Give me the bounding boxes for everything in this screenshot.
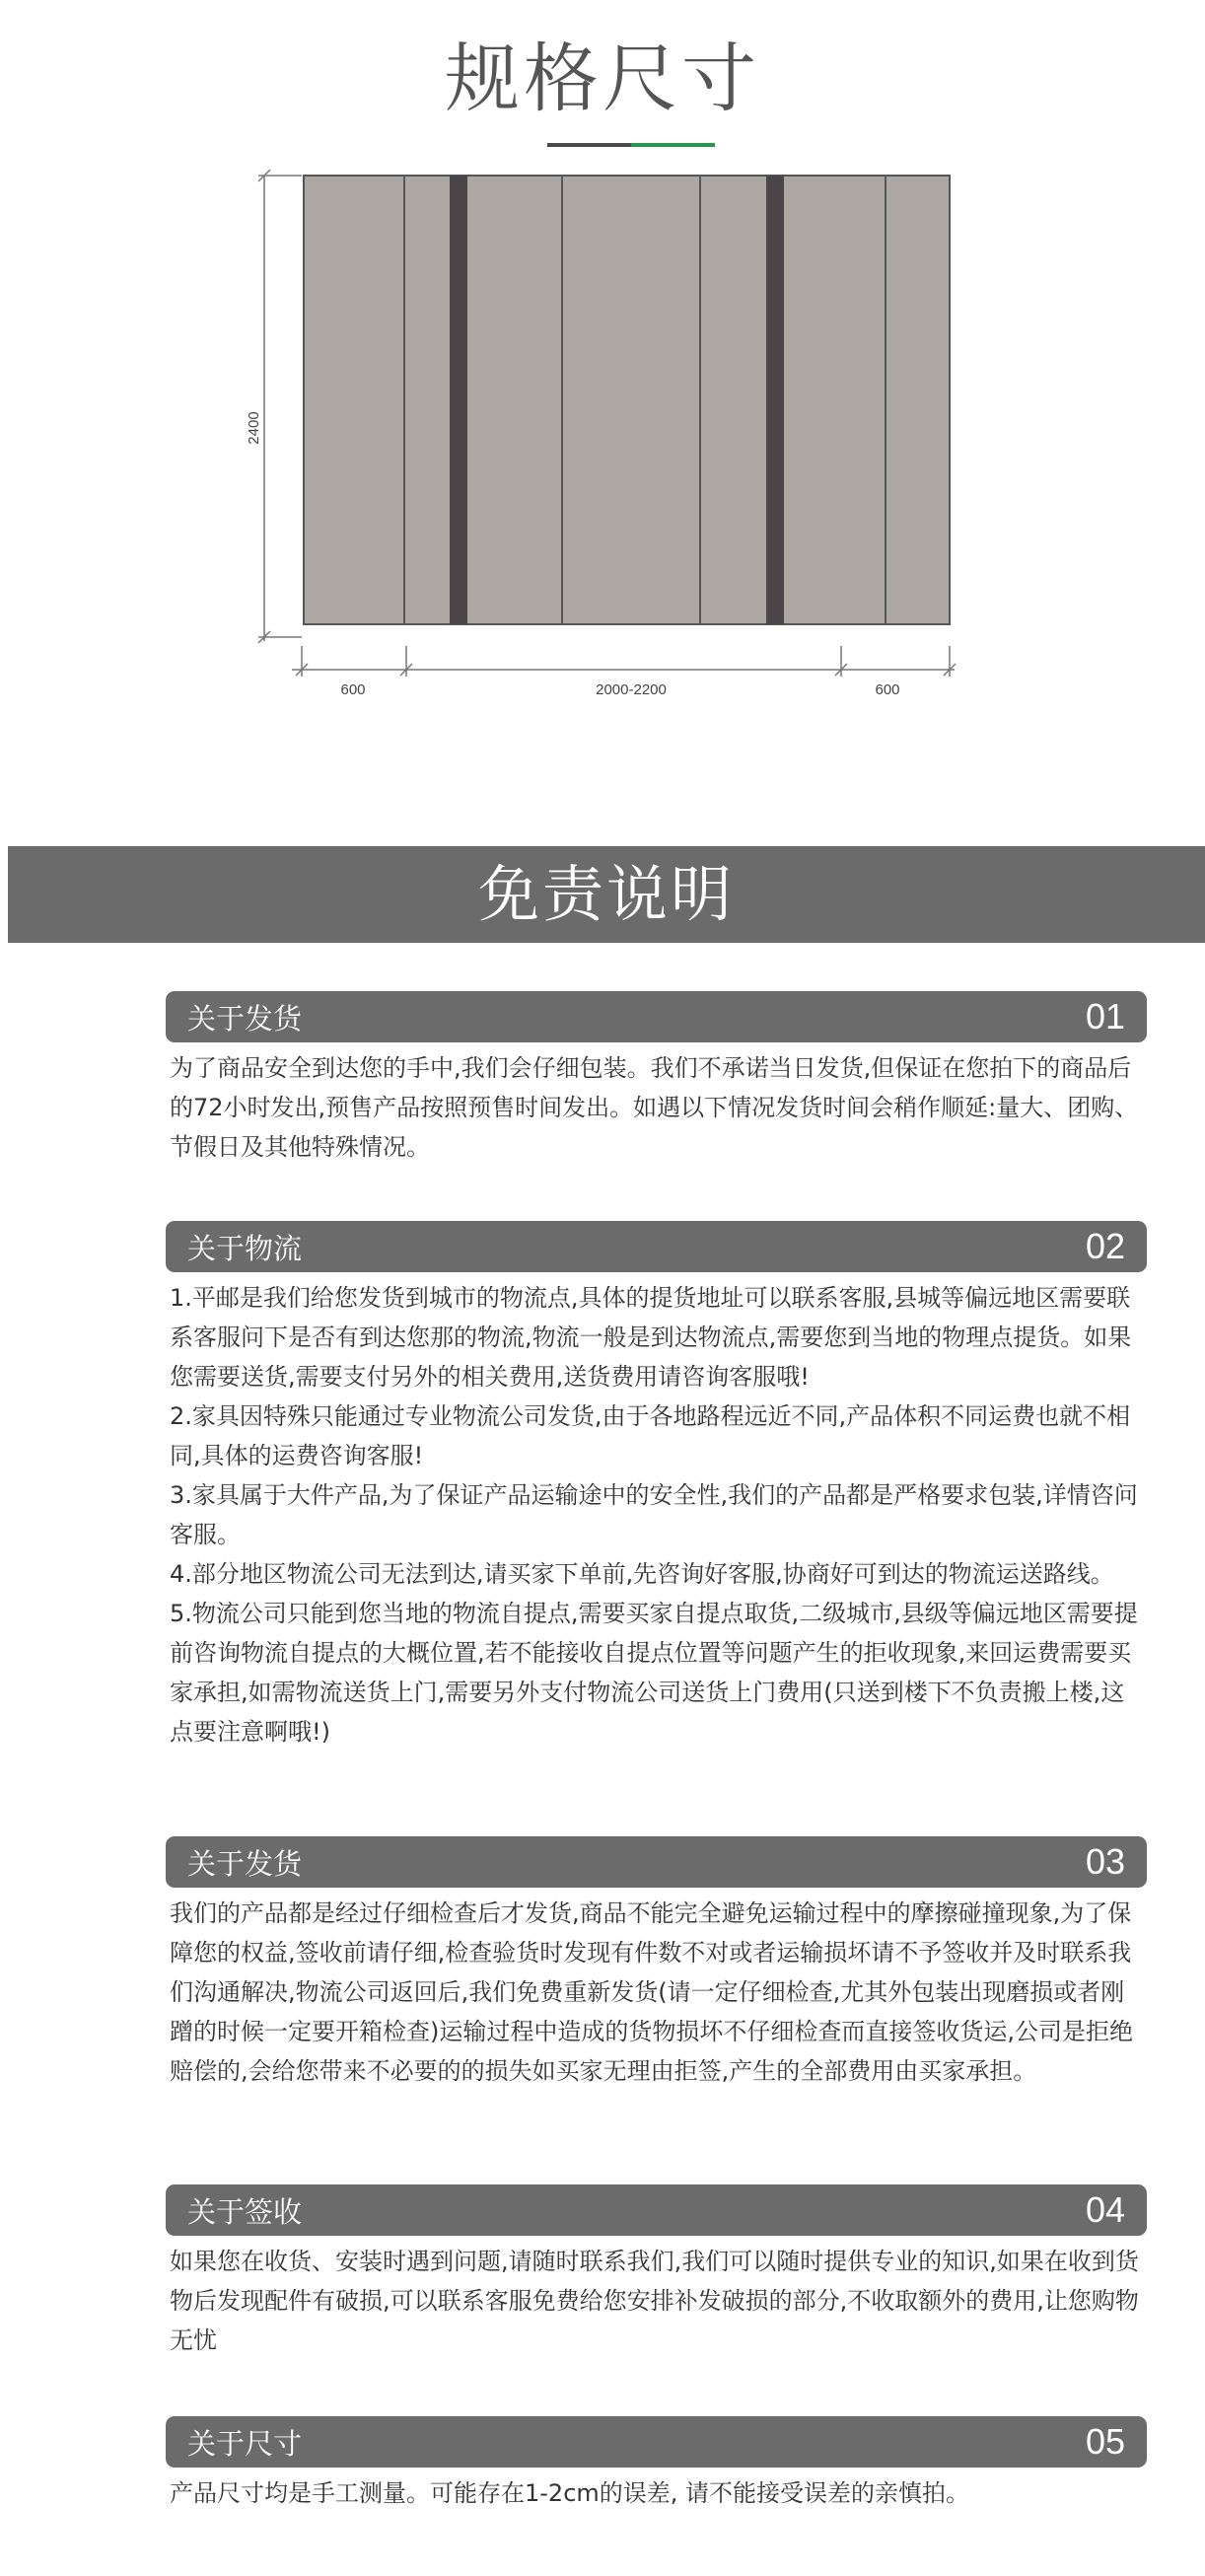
- section-header: [166, 1836, 1147, 1888]
- width-dimension: [292, 646, 956, 677]
- section-paragraph: 3.家具属于大件产品,为了保证产品运输途中的安全性,我们的产品都是严格要求包装,详情咨问客服。: [170, 1481, 1138, 1548]
- section-number: 02: [1085, 1226, 1125, 1266]
- section-paragraph: 5.物流公司只能到您当地的物流自提点,需要买家自提点取货,二级城市,县级等偏远地区需要提前咨询物流自提点的大概位置,若不能接收自提点位置等问题产生的拒收现象,来回运费需要买家承担,如需物流送货上门,需要另外支付物流公司送货上门费用(只送到楼下不负责搬上楼,这点要注意啊哦!): [170, 1600, 1138, 1746]
- section-shipping: [166, 991, 1147, 1167]
- section-paragraph: 4.部分地区物流公司无法到达,请买家下单前,先咨询好客服,协商好可到达的物流运送路线。: [170, 1560, 1114, 1588]
- width-label-right: 600: [875, 681, 900, 698]
- dark-strip-left: [450, 176, 467, 624]
- section-number: 04: [1085, 2189, 1125, 2230]
- section-body: [166, 1894, 1147, 2091]
- section-title: 关于发货: [187, 1001, 303, 1036]
- wall-panels: [304, 176, 950, 624]
- section-body: [166, 1048, 1147, 1167]
- section-body: [166, 2473, 1147, 2513]
- width-label-middle: 2000-2200: [596, 681, 667, 698]
- section-number: 01: [1085, 996, 1125, 1037]
- section-paragraph: 产品尺寸均是手工测量。可能存在1-2cm的误差, 请不能接受误差的亲慎拍。: [170, 2479, 970, 2507]
- section-paragraph: 1.平邮是我们给您发货到城市的物流点,具体的提货地址可以联系客服,县城等偏远地区需要联系客服问下是否有到达您那的物流,物流一般是到达物流点,需要您到当地的物理点提货。如果您需要送货,需要支付另外的相关费用,送货费用请咨询客服哦!: [170, 1284, 1132, 1391]
- height-dimension: [258, 170, 302, 643]
- section-inspection: [166, 1836, 1147, 2091]
- section-dimensions: [166, 2416, 1147, 2513]
- section-number: 03: [1085, 1841, 1125, 1882]
- section-title: 关于发货: [187, 1846, 303, 1881]
- disclaimer-banner: 免责说明: [8, 846, 1205, 943]
- section-header: [166, 2184, 1147, 2236]
- section-body: [166, 1278, 1147, 1752]
- section-header: [166, 2416, 1147, 2468]
- wall-outline: [304, 176, 950, 624]
- dimension-drawing: [0, 0, 1205, 720]
- section-paragraph: 如果您在收货、安装时遇到问题,请随时联系我们,我们可以随时提供专业的知识,如果在收到货物后发现配件有破损,可以联系客服免费给您安排补发破损的部分,不收取额外的费用,让您购物无忧: [170, 2248, 1139, 2354]
- section-header: [166, 1221, 1147, 1272]
- section-header: [166, 991, 1147, 1042]
- section-logistics: [166, 1221, 1147, 1752]
- page-title: 规格尺寸: [445, 35, 760, 122]
- section-paragraph: 我们的产品都是经过仔细检查后才发货,商品不能完全避免运输过程中的摩擦碰撞现象,为了保障您的权益,签收前请仔细,检查验货时发现有件数不对或者运输损坏请不予签收并及时联系我们沟通解决,物流公司返回后,我们免费重新发货(请一定仔细检查,尤其外包装出现磨损或者刚蹭的时候一定要开箱检查)运输过程中造成的货物损坏不仔细检查而直接签收货运,公司是拒绝赔偿的,会给您带来不必要的的损失如买家无理由拒签,产生的全部费用由买家承担。: [170, 1899, 1133, 2085]
- section-paragraph: 为了商品安全到达您的手中,我们会仔细包装。我们不承诺当日发货,但保证在您拍下的商品后的72小时发出,预售产品按照预售时间发出。如遇以下情况发货时间会稍作顺延:量大、团购、节假日及其他特殊情况。: [170, 1054, 1139, 1161]
- height-label: 2400: [246, 411, 262, 445]
- width-label-left: 600: [340, 681, 366, 698]
- section-title: 关于尺寸: [187, 2426, 303, 2461]
- section-signing: [166, 2184, 1147, 2360]
- section-paragraph: 2.家具因特殊只能通过专业物流公司发货,由于各地路程远近不同,产品体积不同运费也就不相同,具体的运费咨询客服!: [170, 1402, 1131, 1469]
- section-number: 05: [1085, 2421, 1125, 2462]
- section-title: 关于签收: [187, 2194, 303, 2229]
- dark-strip-right: [766, 176, 784, 624]
- section-body: [166, 2242, 1147, 2360]
- section-title: 关于物流: [187, 1231, 303, 1265]
